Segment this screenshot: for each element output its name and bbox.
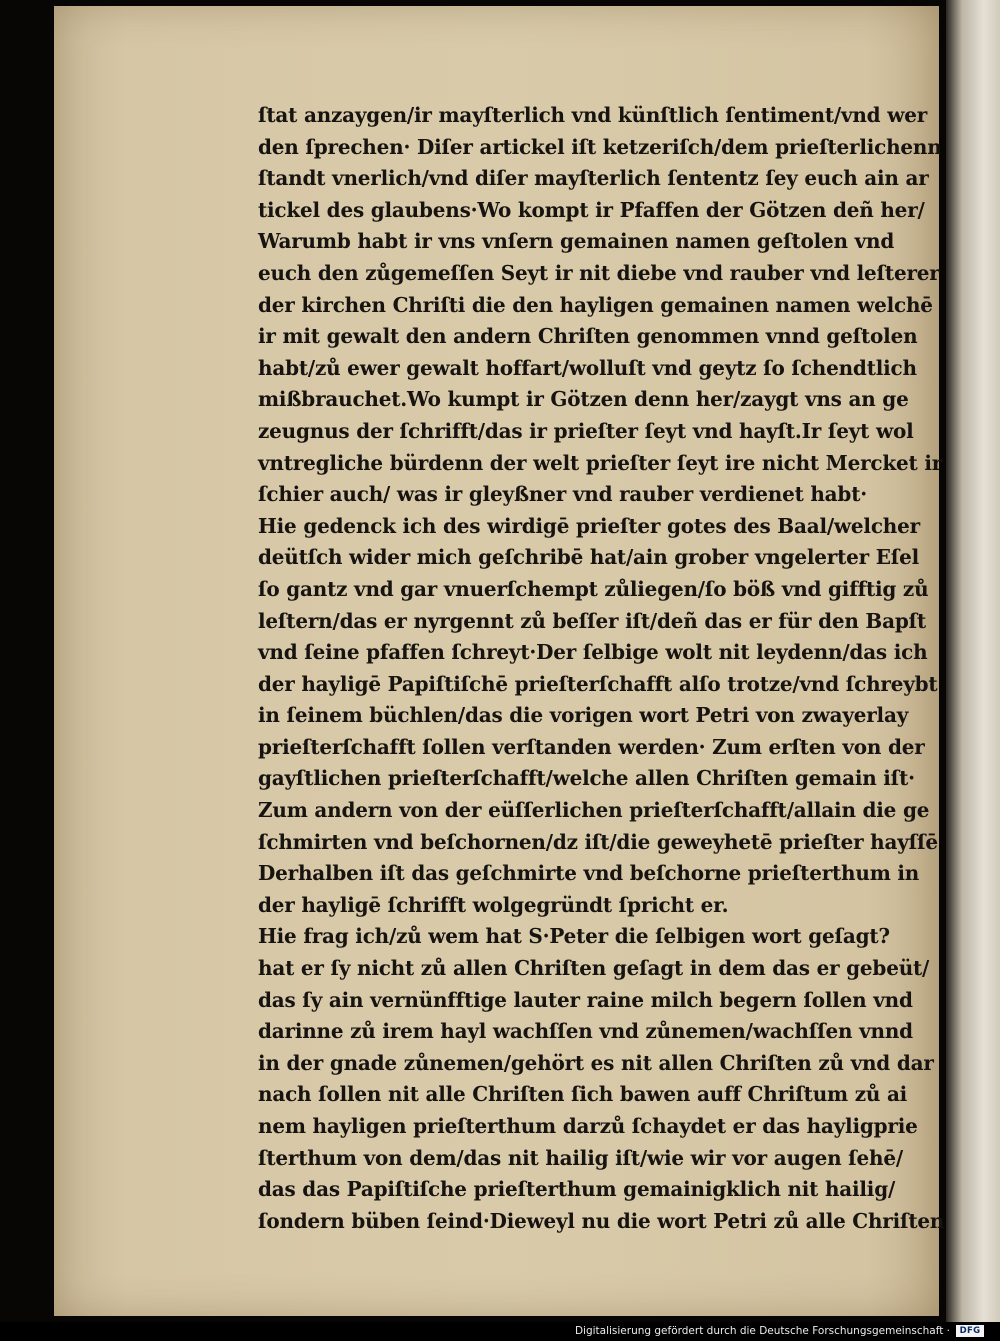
text-line: nach ſollen nit alle Chriſten ſich bawen auff Chriſtum zů ai <box>258 1082 908 1107</box>
text-line: ſtat anzaygen/ir mayſterlich vnd künſtlich ſentiment/vnd wer <box>258 103 928 127</box>
text-line: Hie gedenck ich des wirdigē prieſter gotes des Baal/welcher <box>258 513 920 538</box>
text-line: mißbrauchet.Wo kumpt ir Götzen denn her/zaygt vns an ge <box>258 387 909 412</box>
text-line: habt/zů ewer gewalt hoffart/wolluſt vnd geytz ſo ſchendtlich <box>258 355 917 380</box>
text-line: gayſtlichen prieſterſchafft/welche allen Chriſten gemain iſt· <box>258 766 915 791</box>
text-line: den ſprechen· Diſer artickel iſt ketzeriſch/dem prieſterlichenn <box>258 134 942 159</box>
page-text <box>258 100 962 1237</box>
text-line: ſtandt vnerlich/vnd diſer mayſterlich ſententz ſey euch ain ar <box>258 166 929 191</box>
text-line: in der gnade zůnemen/gehört es nit allen Chriſten zů vnd dar <box>258 1050 934 1075</box>
text-line: ſterthum von dem/das nit hailig iſt/wie wir vor augen ſehē/ <box>258 1145 904 1170</box>
text-line: vntregliche bürdenn der welt prieſter ſeyt ire nicht Mercket ir <box>258 450 943 475</box>
text-line: der kirchen Chriſti die den hayligen gemainen namen welchē <box>258 292 933 317</box>
text-line: ſchmirten vnd beſchornen/dz iſt/die geweyhetē prieſter hayſſē <box>258 829 938 854</box>
text-line: ir mit gewalt den andern Chriſten genommen vnnd geſtolen <box>258 324 918 349</box>
text-line: ſchier auch/ was ir gleyßner vnd rauber verdienet habt· <box>258 482 867 507</box>
text-line: darinne zů irem hayl wachſſen vnd zůnemen/wachſſen vnnd <box>258 1019 913 1044</box>
text-line: nem hayligen prieſterthum darzů ſchaydet er das hayligprie <box>258 1114 918 1138</box>
text-line: zeugnus der ſchrifft/das ir prieſter ſeyt vnd hayſt.Ir ſeyt wol <box>258 418 914 443</box>
text-line: prieſterſchafft ſollen verſtanden werden· Zum erſten von der <box>258 734 925 759</box>
digitization-credit: Digitalisierung gefördert durch die Deutsche Forschungsgemeinschaft · <box>574 1325 950 1337</box>
text-line: Zum andern von der eüſſerlichen prieſterſchafft/allain die ge <box>258 798 930 823</box>
text-line: das ſy ain vernünfftige lauter raine milch begern ſollen vnd <box>258 987 913 1012</box>
text-line: ſo gantz vnd gar vnuerſchempt zůliegen/ſo böß vnd gifftig zů <box>258 576 929 601</box>
text-line: der hayligē Papiſtiſchē prieſterſchafft alſo trotze/vnd ſchreybt <box>258 671 938 696</box>
dfg-logo: DFG <box>956 1325 984 1337</box>
text-line: der hayligē ſchrifft wolgegründt ſpricht er. <box>258 892 729 917</box>
text-line: Warumb habt ir vns vnſern gemainen namen geſtolen vnd <box>258 229 895 254</box>
text-line: euch den zůgemeſſen Seyt ir nit diebe vnd rauber vnd leſterer <box>258 260 940 285</box>
text-line: leſtern/das er nyrgennt zů beſſer iſt/deñ das er für den Bapſt <box>258 608 927 633</box>
text-line: Derhalben iſt das geſchmirte vnd beſchorne prieſterthum in <box>258 861 920 886</box>
text-line: ſondern büben ſeind·Dieweyl nu die wort Petri zů alle Chriſten <box>258 1208 945 1233</box>
text-line: das das Papiſtiſche prieſterthum gemainigklich nit hailig/ <box>258 1177 896 1202</box>
text-line: deütſch wider mich geſchribē hat/ain grober vngelerter Eſel <box>258 545 920 570</box>
text-line: hat er ſy nicht zů allen Chriſten geſagt in dem das er gebeüt/ <box>258 956 930 981</box>
text-line: tickel des glaubens·Wo kompt ir Pfaffen der Götzen deñ her/ <box>258 197 925 222</box>
text-line: vnd ſeine pfaffen ſchreyt·Der ſelbige wolt nit leydenn/das ich <box>258 640 928 665</box>
text-line: Hie frag ich/zů wem hat S·Peter die ſelbigen wort geſagt? <box>258 924 890 949</box>
text-line: in ſeinem büchlen/das die vorigen wort Petri von zwayerlay <box>258 703 909 728</box>
